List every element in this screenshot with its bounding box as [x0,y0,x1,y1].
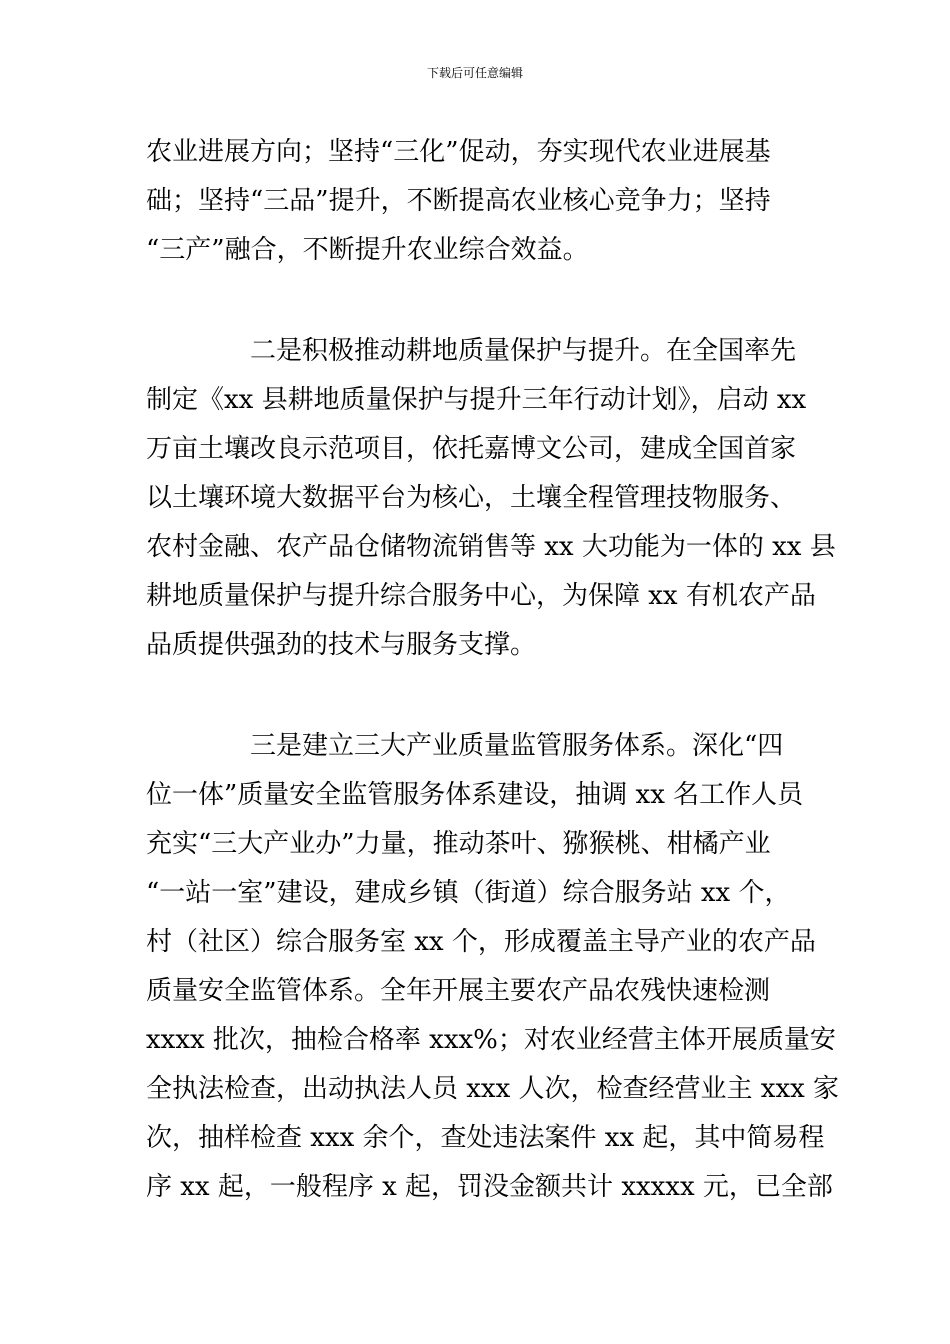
paragraph-3-line-5: 村（社区）综合服务室 xx 个，形成覆盖主导产业的农产品 [146,927,816,957]
paragraph-3-line-10: 序 xx 起，一般程序 x 起，罚没金额共计 xxxxx 元，已全部 [146,1172,833,1202]
paragraph-2-line-1: 二是积极推动耕地质量保护与提升。在全国率先 [250,336,797,366]
paragraph-1-line-3: “三产”融合，不断提升农业综合效益。 [146,235,589,265]
paragraph-2-line-2: 制定《xx 县耕地质量保护与提升三年行动计划》，启动 xx [146,385,807,415]
paragraph-1-line-1: 农业进展方向；坚持“三化”促动，夯实现代农业进展基 [146,137,771,167]
paragraph-1-line-2: 础；坚持“三品”提升，不断提高农业核心竞争力；坚持 [146,186,771,216]
paragraph-3-line-4: “一站一室”建设，建成乡镇（街道）综合服务站 xx 个， [146,878,791,908]
paragraph-3-line-8: 全执法检查，出动执法人员 xxx 人次，检查经营业主 xxx 家 [146,1074,840,1104]
paragraph-2-line-4: 以土壤环境大数据平台为核心，土壤全程管理技物服务、 [146,483,797,513]
page-header: 下载后可任意编辑 [426,66,523,80]
paragraph-3-line-2: 位一体”质量安全监管服务体系建设，抽调 xx 名工作人员 [146,780,804,810]
paragraph-3-line-9: 次，抽样检查 xxx 余个，查处违法案件 xx 起，其中简易程 [146,1123,825,1153]
paragraph-3-line-6: 质量安全监管体系。全年开展主要农产品农残快速检测 [146,976,771,1006]
paragraph-3-line-7: xxxx 批次，抽检合格率 xxx%；对农业经营主体开展质量安 [146,1025,836,1055]
paragraph-2-line-5: 农村金融、农产品仓储物流销售等 xx 大功能为一体的 xx 县 [146,532,836,562]
paragraph-3-line-1: 三是建立三大产业质量监管服务体系。深化“四 [250,731,784,761]
paragraph-2-line-6: 耕地质量保护与提升综合服务中心，为保障 xx 有机农产品 [146,581,816,611]
paragraph-3-line-3: 充实“三大产业办”力量，推动茶叶、猕猴桃、柑橘产业 [146,829,771,859]
paragraph-2-line-7: 品质提供强劲的技术与服务支撑。 [146,630,537,660]
paragraph-2-line-3: 万亩土壤改良示范项目，依托嘉博文公司，建成全国首家 [146,434,797,464]
